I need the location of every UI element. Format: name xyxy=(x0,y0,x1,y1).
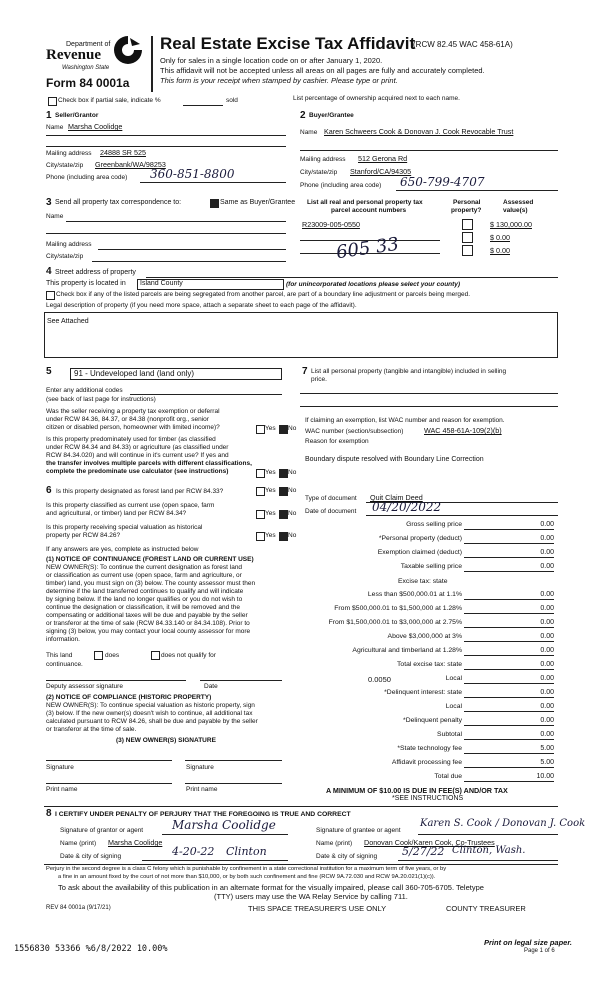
form-title: Real Estate Excise Tax Affidavit xyxy=(160,34,416,53)
notice-2-line: or transferor at the time of sale. xyxy=(46,726,137,733)
q2-no-label: No xyxy=(288,469,297,476)
minimum-notice: A MINIMUM OF $10.00 IS DUE IN FEE(S) AND/OR TAX xyxy=(326,786,508,795)
same-as-buyer-checkbox[interactable] xyxy=(210,199,219,208)
doc-type-field[interactable]: Quit Claim Deed xyxy=(370,493,423,502)
grantee-date-label: Date & city of signing xyxy=(316,853,378,860)
notice-2-line: calculated pursuant to RCW 84.26, shall be due and payable by the seller xyxy=(46,718,258,725)
q2-line-e: complete the predominate use calculator (see instructions) xyxy=(46,468,229,475)
notice-1-line: NEW OWNER(S): To continue the current designation as forest land xyxy=(46,564,243,571)
additional-codes-label: Enter any additional codes xyxy=(46,387,123,394)
see-instructions: *SEE INSTRUCTIONS xyxy=(392,795,464,802)
treasurer-space-label: THIS SPACE TREASURER'S USE ONLY xyxy=(248,904,387,913)
notice-1-line: by signing below. If the land no longer qualifies or you do not wish to xyxy=(46,596,243,603)
tier-2-value[interactable]: 0.00 xyxy=(540,605,554,612)
land-does-label: does xyxy=(105,652,120,659)
q1-line-c: citizen or disabled person, homeowner with limited income)? xyxy=(46,424,220,431)
forest-no-checkbox[interactable] xyxy=(279,487,288,496)
grantor-name[interactable]: Marsha Coolidge xyxy=(108,838,163,847)
tier-5-value[interactable]: 0.00 xyxy=(540,647,554,654)
additional-codes-note: (see back of last page for instructions) xyxy=(46,396,156,403)
buyer-phone-field[interactable]: 650-799-4707 xyxy=(400,175,485,189)
seller-phone-label: Phone (including area code) xyxy=(46,174,128,181)
grantor-date[interactable]: 4-20-22 xyxy=(172,845,215,858)
tier-4-value[interactable]: 0.00 xyxy=(540,633,554,640)
grantee-date[interactable]: 5/27/22 xyxy=(402,845,445,858)
notice-3-title: (3) NEW OWNER(S) SIGNATURE xyxy=(116,737,216,744)
same-as-buyer-label: Same as Buyer/Grantee xyxy=(220,199,296,206)
correspondence-label: Send all property tax correspondence to: xyxy=(55,199,182,206)
seller-section-number: 1 xyxy=(46,110,52,121)
q1-yes-label: Yes xyxy=(265,425,276,432)
local-tax-label: Local xyxy=(445,675,462,682)
form-title-ref: (RCW 82.45 WAC 458-61A) xyxy=(413,40,513,49)
segregate-checkbox[interactable] xyxy=(46,291,55,300)
assessed-value-2[interactable]: $ 0.00 xyxy=(490,233,510,242)
legal-description-label: Legal description of property (if you need more space, attach a separate sheet to each page of the affidavit). xyxy=(46,302,357,309)
continuance-label: continuance. xyxy=(46,661,83,668)
local-rate: 0.0050 xyxy=(368,675,391,684)
assessed-value-3[interactable]: $ 0.00 xyxy=(490,246,510,255)
personal-property-checkbox-3[interactable] xyxy=(462,245,473,256)
revenue-logo-text: Revenue xyxy=(46,47,101,63)
notice-1-line: compensating or additional taxes will be due and payable by the seller xyxy=(46,612,248,619)
current-use-question-b: and agricultural, or timber) land per RCW 84.34? xyxy=(46,510,187,517)
current-use-no-label: No xyxy=(288,510,297,517)
partial-sold-label: sold xyxy=(226,97,238,104)
grantee-signature-label: Signature of grantee or agent xyxy=(316,827,401,834)
parcel-col-3a: Assessed xyxy=(503,199,534,206)
seller-heading: Seller/Grantor xyxy=(55,112,99,119)
tier-3-value[interactable]: 0.00 xyxy=(540,619,554,626)
notice-1-line: information. xyxy=(46,636,80,643)
personal-property-label-2: price. xyxy=(311,376,327,383)
tier-4-label: Above $3,000,000 at 3% xyxy=(387,633,462,640)
parcel-col-2a: Personal xyxy=(453,199,481,206)
revenue-logo-icon xyxy=(112,34,144,66)
grantee-name-label: Name (print) xyxy=(316,840,353,847)
excise-state-label: Excise tax: state xyxy=(398,578,448,585)
street-address-label: Street address of property xyxy=(55,269,136,276)
notice-2-line: NEW OWNER(S): To continue special valuation as historic property, sign xyxy=(46,702,255,709)
seller-address-label: Mailing address xyxy=(46,150,92,157)
this-land-label: This land xyxy=(46,652,73,659)
total-due-label: Total due xyxy=(434,773,462,780)
form-number: Form 84 0001a xyxy=(46,76,130,90)
exemption-deduct-label: Exemption claimed (deduct) xyxy=(377,549,462,556)
owner-print-label-1: Print name xyxy=(46,786,78,793)
interest-local-label: Local xyxy=(445,703,462,710)
current-use-yes-checkbox[interactable] xyxy=(256,510,265,519)
tier-3-label: From $1,500,000.01 to $3,000,000 at 2.75% xyxy=(328,619,462,626)
q1-line-a: Was the seller receiving a property tax exemption or deferral xyxy=(46,408,220,415)
doc-date-label: Date of document xyxy=(305,508,357,515)
tier-1-label: Less than $500,000.01 at 1.1% xyxy=(367,591,462,598)
total-due-value[interactable]: 10.00 xyxy=(536,773,554,780)
forest-question: Is this property designated as forest land per RCW 84.33? xyxy=(56,488,224,495)
perjury-line-1: Perjury in the second degree is a class C felony which is punishable by confinement in a state correctional institution for a maximum term of five years, or by xyxy=(46,866,447,872)
taxable-price-label: Taxable selling price xyxy=(400,563,462,570)
seller-name-label: Name xyxy=(46,124,64,131)
interest-local-value[interactable]: 0.00 xyxy=(540,703,554,710)
q2-line-c: RCW 84.34.020) and will continue in it's current use? If yes and xyxy=(46,452,229,459)
current-use-question-a: Is this property classified as current use (open space, farm xyxy=(46,502,215,509)
q2-line-b: under RCW 84.34 and 84.33) or agriculture (as classified under xyxy=(46,444,229,451)
buyer-address-label: Mailing address xyxy=(300,156,346,163)
reason-field[interactable]: Boundary dispute resolved with Boundary Line Correction xyxy=(305,456,484,463)
header-note-3: This form is your receipt when stamped by cashier. Please type or print. xyxy=(160,76,398,85)
dept-line-1: Department of xyxy=(66,41,111,48)
notice-2-line: (3) below. If the new owner(s) doesn't wish to continue, all additional tax xyxy=(46,710,253,717)
partial-sale-checkbox[interactable] xyxy=(48,97,57,106)
seller-city-label: City/state/zip xyxy=(46,162,84,169)
tier-2-label: From $500,000.01 to $1,500,000 at 1.28% xyxy=(334,605,462,612)
parcel-col-1a: List all real and personal property tax xyxy=(307,199,423,206)
buyer-heading: Buyer/Grantee xyxy=(309,112,354,119)
header-note-2: This affidavit will not be accepted unless all areas on all pages are fully and accurately completed. xyxy=(160,66,485,75)
local-tax-value[interactable]: 0.00 xyxy=(540,675,554,682)
header-note-1: Only for sales in a single location code on or after January 1, 2020. xyxy=(160,56,383,65)
buyer-section-number: 2 xyxy=(300,110,306,121)
personal-property-checkbox-1[interactable] xyxy=(462,219,473,230)
notice-1-title: (1) NOTICE OF CONTINUANCE (FOREST LAND OR CURRENT USE) xyxy=(46,556,254,563)
grantor-name-label: Name (print) xyxy=(60,840,97,847)
land-does-not-label: does not qualify for xyxy=(161,652,216,659)
county-value: Island County xyxy=(140,280,183,287)
total-state-label: Total excise tax: state xyxy=(397,661,462,668)
taxable-price-value[interactable]: 0.00 xyxy=(540,563,554,570)
buyer-city-field[interactable]: Stanford/CA/94305 xyxy=(350,167,412,176)
historic-no-label: No xyxy=(288,532,297,539)
current-use-yes-label: Yes xyxy=(265,510,276,517)
owner-signature-label-1: Signature xyxy=(46,764,74,771)
owner-signature-label-2: Signature xyxy=(186,764,214,771)
historic-question-a: Is this property receiving special valuation as historical xyxy=(46,524,203,531)
land-use-value: 91 - Undeveloped land (land only) xyxy=(74,369,195,378)
historic-yes-checkbox[interactable] xyxy=(256,532,265,541)
seller-phone-field[interactable]: 360-851-8800 xyxy=(150,167,235,181)
grantor-signature-label: Signature of grantor or agent xyxy=(60,827,144,834)
parcel-col-2b: property? xyxy=(451,207,482,214)
subtotal-label: Subtotal xyxy=(437,731,462,738)
processing-fee-label: Affidavit processing fee xyxy=(391,759,462,766)
historic-no-checkbox[interactable] xyxy=(279,532,288,541)
parcel-col-3b: value(s) xyxy=(503,207,528,214)
grantor-signature[interactable]: Marsha Coolidge xyxy=(172,818,276,832)
notice-1-line: or transferor at the time of sale (RCW 84.33.140 or 84.34.108). Prior to xyxy=(46,620,250,627)
doc-date-field[interactable]: 04/20/2022 xyxy=(372,500,442,514)
buyer-address-field[interactable]: 512 Gerona Rd xyxy=(358,154,408,163)
correspondence-address-label: Mailing address xyxy=(46,241,92,248)
dept-line-3: Washington State xyxy=(62,65,110,71)
legal-description-value: See Attached xyxy=(47,318,89,325)
partial-sale-label: Check box if partial sale, indicate % xyxy=(58,97,161,104)
tech-fee-value[interactable]: 5.00 xyxy=(540,745,554,752)
assessed-value-1[interactable]: $ 130,000.00 xyxy=(490,220,532,229)
land-does-checkbox[interactable] xyxy=(94,651,103,660)
exemption-label: If claiming an exemption, list WAC number and reason for exemption. xyxy=(305,417,505,424)
q1-no-label: No xyxy=(288,425,297,432)
alt-format-line-1: To ask about the availability of this publication in an alternate format for the visually impaired, please call 360-705-6705. Teletype xyxy=(58,883,484,892)
revision-label: REV 84 0001a (9/17/21) xyxy=(46,905,111,911)
historic-question-b: property per RCW 84.26? xyxy=(46,532,121,539)
gross-price-label: Gross selling price xyxy=(406,521,462,528)
handwritten-parcel-note: 605 33 xyxy=(334,233,401,264)
wac-field[interactable]: WAC 458-61A-109(2)(b) xyxy=(424,426,502,435)
personal-property-label-1: List all personal property (tangible and intangible) included in selling xyxy=(311,368,507,375)
cashier-stamp: 1556830 53366 %6/8/2022 10.00% xyxy=(14,944,168,954)
penalty-value[interactable]: 0.00 xyxy=(540,717,554,724)
subtotal-value[interactable]: 0.00 xyxy=(540,731,554,738)
exemption-deduct-value[interactable]: 0.00 xyxy=(540,549,554,556)
forest-no-label: No xyxy=(288,487,297,494)
county-treasurer-label: COUNTY TREASURER xyxy=(446,904,526,913)
q2-line-d: the transfer involves multiple parcels with different classifications, xyxy=(46,460,252,467)
parcel-col-1b: parcel account numbers xyxy=(331,207,407,214)
current-use-no-checkbox[interactable] xyxy=(279,510,288,519)
seller-address-field[interactable]: 24888 SR 525 xyxy=(100,148,146,157)
q1-no-checkbox[interactable] xyxy=(279,425,288,434)
grantor-city[interactable]: Clinton xyxy=(226,845,267,858)
land-does-not-checkbox[interactable] xyxy=(151,651,160,660)
section-7-number: 7 xyxy=(302,366,308,377)
forest-yes-label: Yes xyxy=(265,487,276,494)
seller-name-field[interactable]: Marsha Coolidge xyxy=(68,122,123,131)
parcel-number-1[interactable]: R23009-005-0550 xyxy=(302,220,360,229)
personal-deduct-label: *Personal property (deduct) xyxy=(378,535,462,542)
buyer-city-label: City/state/zip xyxy=(300,169,338,176)
located-in-label: This property is located in xyxy=(46,280,126,287)
processing-fee-value[interactable]: 5.00 xyxy=(540,759,554,766)
personal-property-checkbox-2[interactable] xyxy=(462,232,473,243)
wac-label: WAC number (section/subsection) xyxy=(305,428,404,435)
interest-state-value[interactable]: 0.00 xyxy=(540,689,554,696)
notice-1-line: determine if the land transferred continues to qualify and will indicate xyxy=(46,588,244,595)
reason-label: Reason for exemption xyxy=(305,438,369,445)
notice-2-title: (2) NOTICE OF COMPLIANCE (HISTORIC PROPERTY) xyxy=(46,694,212,701)
if-yes-instructions: If any answers are yes, complete as instructed below xyxy=(46,546,199,553)
alt-format-line-2: (TTY) users may use the WA Relay Service by calling 711. xyxy=(214,892,408,901)
grantee-name[interactable]: Donovan Cook/Karen Cook, Co-Trustees xyxy=(364,838,495,847)
assessor-date-label: Date xyxy=(204,683,218,690)
list-percentage-note: List percentage of ownership acquired next to each name. xyxy=(293,95,460,102)
section-5-number: 5 xyxy=(46,366,52,377)
forest-yes-checkbox[interactable] xyxy=(256,487,265,496)
buyer-name-label: Name xyxy=(300,129,318,136)
q1-yes-checkbox[interactable] xyxy=(256,425,265,434)
q2-yes-checkbox[interactable] xyxy=(256,469,265,478)
assessor-signature-label: Deputy assessor signature xyxy=(46,683,123,690)
section-4-number: 4 xyxy=(46,266,52,277)
grantee-city[interactable]: Clinton, Wash. xyxy=(452,845,526,856)
grantee-signature[interactable]: Karen S. Cook / Donovan J. Cook xyxy=(420,818,586,829)
buyer-phone-label: Phone (including area code) xyxy=(300,182,382,189)
notice-1-line: timber) land, you must sign on (3) below. The county assessor must then xyxy=(46,580,256,587)
section-3-number: 3 xyxy=(46,197,52,208)
personal-deduct-value[interactable]: 0.00 xyxy=(540,535,554,542)
grantor-date-label: Date & city of signing xyxy=(60,853,122,860)
segregate-label: Check box if any of the listed parcels are being segregated from another parcel, are part of a boundary line adjustment or parcels being merged. xyxy=(56,291,471,298)
owner-print-label-2: Print name xyxy=(186,786,218,793)
q2-no-checkbox[interactable] xyxy=(279,469,288,478)
correspondence-name-label: Name xyxy=(46,213,64,220)
legal-paper-note: Print on legal size paper. xyxy=(484,938,572,947)
q1-line-b: under RCW 84.36, 84.37, or 84.38 (nonprofit org., senior xyxy=(46,416,209,423)
q2-yes-label: Yes xyxy=(265,469,276,476)
seller-city-field[interactable]: Greenbank/WA/98253 xyxy=(95,160,166,169)
notice-1-line: or classification as current use (open space, farm and agriculture, or xyxy=(46,572,242,579)
section-8-number: 8 xyxy=(46,808,52,819)
notice-1-line: signing (3) below, you may contact your local county assessor for more xyxy=(46,628,251,635)
penalty-label: *Delinquent penalty xyxy=(403,717,462,724)
total-state-value[interactable]: 0.00 xyxy=(540,661,554,668)
doc-type-label: Type of document xyxy=(305,495,357,502)
tech-fee-label: *State technology fee xyxy=(397,745,462,752)
historic-yes-label: Yes xyxy=(265,532,276,539)
section-6-number: 6 xyxy=(46,485,52,496)
uninc-note: (for unincorporated locations please select your county) xyxy=(286,281,461,288)
page-number: Page 1 of 6 xyxy=(524,948,555,954)
interest-state-label: *Delinquent interest: state xyxy=(384,689,462,696)
certify-statement: I CERTIFY UNDER PENALTY OF PERJURY THAT THE FOREGOING IS TRUE AND CORRECT xyxy=(55,811,351,818)
correspondence-city-label: City/state/zip xyxy=(46,253,84,260)
tier-5-label: Agricultural and timberland at 1.28% xyxy=(352,647,462,654)
tier-1-value[interactable]: 0.00 xyxy=(540,591,554,598)
q2-line-a: Is this property predominately used for timber (as classified xyxy=(46,436,216,443)
notice-1-line: continue the designation or classification, it will be removed and the xyxy=(46,604,241,611)
gross-price-value[interactable]: 0.00 xyxy=(540,521,554,528)
legal-description-field[interactable] xyxy=(44,312,558,358)
buyer-name-field[interactable]: Karen Schweers Cook & Donovan J. Cook Revocable Trust xyxy=(324,127,514,136)
perjury-line-2: a fine in an amount fixed by the court of not more than $10,000, or by both such confinement and fine (RCW 9A.72.030 and RCW 9A.20.021(1)(c)). xyxy=(58,874,436,880)
